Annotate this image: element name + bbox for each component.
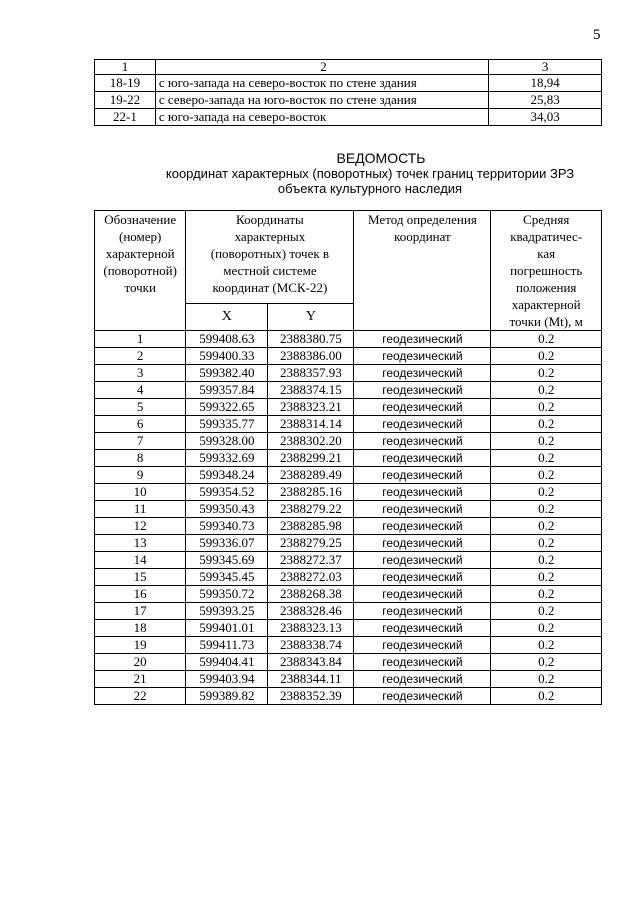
table-row (95, 433, 602, 450)
point-number-cell: 20 (95, 654, 186, 671)
header-text: характерной (511, 297, 581, 312)
mean-error-cell: 0.2 (491, 348, 602, 365)
header-text: квадратичес- (510, 229, 583, 244)
method-cell: геодезический (354, 399, 491, 416)
table-row (95, 688, 602, 705)
header-text: (поворотной) (103, 263, 177, 278)
boundary-segments-table (94, 59, 602, 126)
table-row (95, 348, 602, 365)
x-coordinate-cell: 599382.40 (186, 365, 268, 382)
y-coordinate-cell: 2388343.84 (268, 654, 354, 671)
method-cell: геодезический (354, 433, 491, 450)
x-coordinate-cell: 599400.33 (186, 348, 268, 365)
method-cell: геодезический (354, 501, 491, 518)
header-method (354, 211, 491, 331)
y-coordinate-cell: 2388386.00 (268, 348, 354, 365)
coordinates-rows (95, 331, 602, 705)
table-row (95, 382, 602, 399)
method-cell: геодезический (354, 569, 491, 586)
mean-error-cell: 0.2 (491, 637, 602, 654)
mean-error-cell: 0.2 (491, 671, 602, 688)
mean-error-cell: 0.2 (491, 620, 602, 637)
header-text: Координаты (236, 212, 304, 227)
x-coordinate-cell: 599336.07 (186, 535, 268, 552)
table-row (95, 484, 602, 501)
header-text: точки (Mt), м (509, 314, 583, 329)
method-cell: геодезический (354, 348, 491, 365)
y-coordinate-cell: 2388357.93 (268, 365, 354, 382)
y-coordinate-cell: 2388285.16 (268, 484, 354, 501)
description-cell: с северо-запада на юго-восток по стене здания (155, 92, 488, 109)
table-row (95, 535, 602, 552)
point-number-cell: 7 (95, 433, 186, 450)
method-cell: геодезический (354, 331, 491, 348)
point-number-cell: 18 (95, 620, 186, 637)
header-coordinates (186, 211, 354, 304)
y-coordinate-cell: 2388302.20 (268, 433, 354, 450)
point-number-cell: 3 (95, 365, 186, 382)
table-row (95, 92, 602, 109)
point-number-cell: 2 (95, 348, 186, 365)
header-mean-error (491, 211, 602, 331)
mean-error-cell: 0.2 (491, 586, 602, 603)
description-cell: с юго-запада на северо-восток по стене здания (155, 75, 488, 92)
segment-cell: 18-19 (95, 75, 156, 92)
table-row (95, 416, 602, 433)
x-coordinate-cell: 599322.65 (186, 399, 268, 416)
y-coordinate-cell: 2388323.13 (268, 620, 354, 637)
method-cell: геодезический (354, 637, 491, 654)
y-coordinate-cell: 2388374.15 (268, 382, 354, 399)
y-coordinate-cell: 2388289.49 (268, 467, 354, 484)
header-text: местной системе (223, 263, 317, 278)
page-number: 5 (593, 27, 601, 43)
header-text: точки (124, 280, 156, 295)
mean-error-cell: 0.2 (491, 416, 602, 433)
document-title (100, 150, 640, 196)
header-point-number (95, 211, 186, 331)
y-coordinate-cell: 2388268.38 (268, 586, 354, 603)
x-coordinate-cell: 599328.00 (186, 433, 268, 450)
mean-error-cell: 0.2 (491, 501, 602, 518)
point-number-cell: 1 (95, 331, 186, 348)
length-cell: 25,83 (489, 92, 602, 109)
table-row (95, 467, 602, 484)
header-text: погрешность (510, 263, 583, 278)
mean-error-cell: 0.2 (491, 399, 602, 416)
point-number-cell: 19 (95, 637, 186, 654)
point-number-cell: 6 (95, 416, 186, 433)
y-coordinate-cell: 2388380.75 (268, 331, 354, 348)
y-coordinate-cell: 2388299.21 (268, 450, 354, 467)
point-number-cell: 17 (95, 603, 186, 620)
table-row (95, 637, 602, 654)
mean-error-cell: 0.2 (491, 603, 602, 620)
y-coordinate-cell: 2388328.46 (268, 603, 354, 620)
y-coordinate-cell: 2388272.03 (268, 569, 354, 586)
method-cell: геодезический (354, 518, 491, 535)
table-row (95, 501, 602, 518)
mean-error-cell: 0.2 (491, 688, 602, 705)
y-coordinate-cell: 2388279.22 (268, 501, 354, 518)
y-coordinate-cell: 2388323.21 (268, 399, 354, 416)
table-row (95, 109, 602, 126)
coordinates-table (94, 210, 602, 705)
method-cell: геодезический (354, 654, 491, 671)
description-cell: с юго-запада на северо-восток (155, 109, 488, 126)
table-row (95, 75, 602, 92)
point-number-cell: 9 (95, 467, 186, 484)
x-coordinate-cell: 599348.24 (186, 467, 268, 484)
method-cell: геодезический (354, 467, 491, 484)
point-number-cell: 8 (95, 450, 186, 467)
segment-cell: 22-1 (95, 109, 156, 126)
mean-error-cell: 0.2 (491, 433, 602, 450)
title-line-2: объекта культурного наследия (277, 181, 463, 196)
y-coordinate-cell: 2388279.25 (268, 535, 354, 552)
header-y: Y (268, 304, 354, 331)
x-coordinate-cell: 599354.52 (186, 484, 268, 501)
x-coordinate-cell: 599340.73 (186, 518, 268, 535)
x-coordinate-cell: 599389.82 (186, 688, 268, 705)
table-row (95, 331, 602, 348)
table-row (95, 518, 602, 535)
x-coordinate-cell: 599357.84 (186, 382, 268, 399)
table-row (95, 586, 602, 603)
mean-error-cell: 0.2 (491, 484, 602, 501)
mean-error-cell: 0.2 (491, 535, 602, 552)
x-coordinate-cell: 599403.94 (186, 671, 268, 688)
header-text: координат (394, 229, 451, 244)
mean-error-cell: 0.2 (491, 467, 602, 484)
x-coordinate-cell: 599350.72 (186, 586, 268, 603)
mean-error-cell: 0.2 (491, 654, 602, 671)
point-number-cell: 5 (95, 399, 186, 416)
method-cell: геодезический (354, 450, 491, 467)
title-heading: ВЕДОМОСТЬ (336, 150, 426, 166)
point-number-cell: 11 (95, 501, 186, 518)
method-cell: геодезический (354, 620, 491, 637)
table-row (95, 365, 602, 382)
x-coordinate-cell: 599411.73 (186, 637, 268, 654)
length-cell: 34,03 (489, 109, 602, 126)
method-cell: геодезический (354, 535, 491, 552)
column-number-3: 3 (489, 60, 602, 75)
point-number-cell: 15 (95, 569, 186, 586)
header-x: X (186, 304, 268, 331)
point-number-cell: 16 (95, 586, 186, 603)
length-cell: 18,94 (489, 75, 602, 92)
table-row (95, 654, 602, 671)
title-line-1: координат характерных (поворотных) точек границ территории ЗРЗ (165, 166, 575, 181)
header-text: кая (537, 246, 556, 261)
method-cell: геодезический (354, 484, 491, 501)
y-coordinate-cell: 2388272.37 (268, 552, 354, 569)
y-coordinate-cell: 2388314.14 (268, 416, 354, 433)
header-text: (поворотных) точек в (210, 246, 330, 261)
x-coordinate-cell: 599404.41 (186, 654, 268, 671)
x-coordinate-cell: 599335.77 (186, 416, 268, 433)
method-cell: геодезический (354, 586, 491, 603)
point-number-cell: 13 (95, 535, 186, 552)
column-number-2: 2 (155, 60, 488, 75)
mean-error-cell: 0.2 (491, 518, 602, 535)
point-number-cell: 21 (95, 671, 186, 688)
x-coordinate-cell: 599345.69 (186, 552, 268, 569)
table-row (95, 399, 602, 416)
point-number-cell: 10 (95, 484, 186, 501)
header-text: характерной (105, 246, 175, 261)
y-coordinate-cell: 2388338.74 (268, 637, 354, 654)
table-header-row (95, 211, 602, 304)
x-coordinate-cell: 599345.45 (186, 569, 268, 586)
header-text: координат (МСК-22) (212, 280, 328, 295)
table-row (95, 620, 602, 637)
header-text: Средняя (523, 212, 570, 227)
table-header-row (95, 60, 602, 75)
point-number-cell: 12 (95, 518, 186, 535)
point-number-cell: 22 (95, 688, 186, 705)
header-text: Метод определения (368, 212, 477, 227)
method-cell: геодезический (354, 688, 491, 705)
mean-error-cell: 0.2 (491, 382, 602, 399)
table-row (95, 450, 602, 467)
header-text: Обозначение (104, 212, 177, 227)
header-text: положения (515, 280, 577, 295)
method-cell: геодезический (354, 552, 491, 569)
method-cell: геодезический (354, 416, 491, 433)
mean-error-cell: 0.2 (491, 450, 602, 467)
x-coordinate-cell: 599350.43 (186, 501, 268, 518)
method-cell: геодезический (354, 365, 491, 382)
y-coordinate-cell: 2388352.39 (268, 688, 354, 705)
table-row (95, 603, 602, 620)
table-row (95, 671, 602, 688)
mean-error-cell: 0.2 (491, 365, 602, 382)
column-number-1: 1 (95, 60, 156, 75)
table-row (95, 569, 602, 586)
point-number-cell: 14 (95, 552, 186, 569)
header-text: характерных (234, 229, 306, 244)
y-coordinate-cell: 2388344.11 (268, 671, 354, 688)
segment-cell: 19-22 (95, 92, 156, 109)
x-coordinate-cell: 599401.01 (186, 620, 268, 637)
method-cell: геодезический (354, 603, 491, 620)
mean-error-cell: 0.2 (491, 569, 602, 586)
point-number-cell: 4 (95, 382, 186, 399)
mean-error-cell: 0.2 (491, 331, 602, 348)
x-coordinate-cell: 599408.63 (186, 331, 268, 348)
table-row (95, 552, 602, 569)
method-cell: геодезический (354, 382, 491, 399)
x-coordinate-cell: 599332.69 (186, 450, 268, 467)
header-text: (номер) (118, 229, 162, 244)
x-coordinate-cell: 599393.25 (186, 603, 268, 620)
method-cell: геодезический (354, 671, 491, 688)
mean-error-cell: 0.2 (491, 552, 602, 569)
y-coordinate-cell: 2388285.98 (268, 518, 354, 535)
